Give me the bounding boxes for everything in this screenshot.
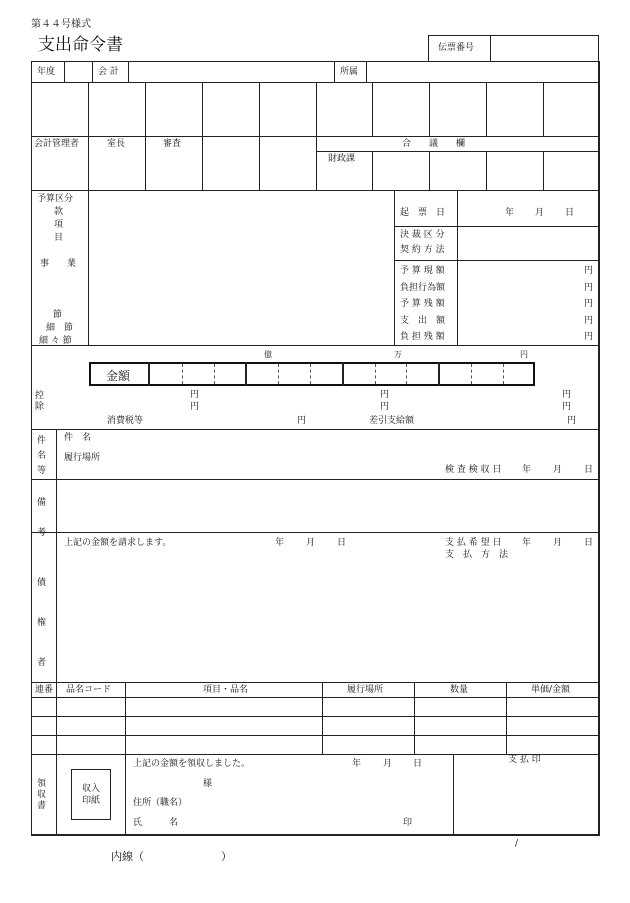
fiscal-year-label: 年度 bbox=[37, 67, 56, 77]
receipt-month-label: 月 bbox=[383, 759, 393, 769]
expenditure-label: 支 出 額 bbox=[400, 316, 446, 326]
yen-label: 円 bbox=[380, 402, 390, 412]
en-label: 円 bbox=[520, 350, 528, 359]
inspection-year-label: 年 bbox=[522, 465, 532, 475]
yen-label: 円 bbox=[567, 416, 577, 426]
budget-current-label: 予 算 現 額 bbox=[400, 266, 445, 276]
payment-seal-field[interactable] bbox=[455, 770, 598, 833]
remarks-label: 備考 bbox=[37, 498, 47, 538]
deduction-label: 控除 bbox=[35, 391, 45, 412]
yen-label: 円 bbox=[584, 266, 594, 276]
desired-year-label: 年 bbox=[522, 538, 532, 548]
receipt-day-label: 日 bbox=[413, 759, 423, 769]
name-label: 氏 名 bbox=[133, 818, 179, 828]
budget-details-field[interactable] bbox=[90, 192, 392, 343]
form-number: 第４４号様式 bbox=[31, 19, 91, 30]
moku-label: 目 bbox=[54, 233, 64, 243]
voucher-number-field[interactable] bbox=[492, 37, 597, 59]
payment-seal-label: 支 払 印 bbox=[508, 755, 541, 765]
budget-class-label: 予算区分 bbox=[37, 194, 74, 204]
yen-label: 円 bbox=[584, 316, 594, 326]
claim-day-label: 日 bbox=[337, 538, 347, 548]
col-header-item-name: 項目・品名 bbox=[203, 685, 249, 695]
council-column-label: 合 議 欄 bbox=[402, 139, 466, 149]
issue-month-label: 月 bbox=[535, 208, 545, 218]
contract-method-label: 契 約 方 法 bbox=[400, 245, 445, 255]
footer-slash: / bbox=[515, 839, 519, 849]
col-header-place: 履行場所 bbox=[347, 685, 384, 695]
yen-label: 円 bbox=[584, 283, 594, 293]
saisaisetsu-label: 細 々 節 bbox=[39, 336, 72, 346]
department-label: 所属 bbox=[340, 67, 359, 77]
issue-day-label: 日 bbox=[565, 208, 575, 218]
saisetsu-label: 細 節 bbox=[46, 323, 74, 333]
claim-year-label: 年 bbox=[275, 538, 285, 548]
subject-name-label: 件 名 bbox=[64, 433, 92, 443]
budget-remaining-label: 予 算 残 額 bbox=[400, 299, 445, 309]
col-header-quantity: 数量 bbox=[450, 685, 469, 695]
decision-class-label: 決 裁 区 分 bbox=[400, 230, 445, 240]
extension-label: 内線（ ） bbox=[111, 850, 232, 863]
yen-label: 円 bbox=[584, 332, 594, 342]
subject-side-label: 件名等 bbox=[37, 436, 47, 476]
received-text: 上記の金額を領収しました。 bbox=[133, 759, 251, 769]
department-field[interactable] bbox=[368, 63, 598, 81]
yen-label: 円 bbox=[562, 402, 572, 412]
seal-label: 印 bbox=[403, 818, 413, 828]
table-row[interactable] bbox=[32, 736, 599, 754]
sama-label: 様 bbox=[203, 779, 213, 789]
col-header-serial: 連番 bbox=[35, 685, 54, 695]
col-header-item-code: 品名コード bbox=[66, 685, 112, 695]
yen-label: 円 bbox=[190, 402, 200, 412]
inspection-month-label: 月 bbox=[553, 465, 563, 475]
account-label: 会 計 bbox=[98, 67, 119, 77]
director-label: 室長 bbox=[107, 139, 126, 149]
revenue-stamp-label: 収入印紙 bbox=[81, 784, 100, 806]
burden-act-label: 負担行為額 bbox=[400, 283, 446, 293]
creditor-field[interactable] bbox=[62, 560, 592, 678]
setsu-label: 節 bbox=[53, 310, 63, 320]
yen-label: 円 bbox=[380, 390, 390, 400]
remarks-field[interactable] bbox=[58, 481, 598, 531]
receipt-label: 領収書 bbox=[37, 779, 47, 811]
man-label: 万 bbox=[394, 350, 402, 359]
col-header-price: 単価/金額 bbox=[531, 685, 571, 695]
inspection-day-label: 日 bbox=[584, 465, 594, 475]
voucher-number-label: 伝票番号 bbox=[438, 43, 475, 53]
review-label: 審査 bbox=[163, 139, 182, 149]
yen-label: 円 bbox=[190, 390, 200, 400]
amount-label: 金額 bbox=[106, 369, 131, 383]
table-row[interactable] bbox=[32, 698, 599, 716]
account-field[interactable] bbox=[130, 63, 332, 81]
receipt-year-label: 年 bbox=[352, 759, 362, 769]
payment-method-label: 支 払 方 法 bbox=[445, 550, 509, 560]
inspection-date-label: 検 査 検 収 日 bbox=[445, 465, 502, 475]
finance-section-label: 財政課 bbox=[328, 154, 356, 164]
consumption-tax-label: 消費税等 bbox=[107, 416, 144, 426]
table-row[interactable] bbox=[32, 717, 599, 735]
issue-date-label: 起 票 日 bbox=[400, 208, 446, 218]
address-label: 住所（職名） bbox=[133, 798, 188, 808]
yen-label: 円 bbox=[584, 299, 594, 309]
claim-text: 上記の金額を請求します。 bbox=[64, 538, 172, 548]
burden-remaining-label: 負 担 残 額 bbox=[400, 332, 445, 342]
subject-place-label: 履行場所 bbox=[64, 453, 101, 463]
oku-label: 億 bbox=[264, 350, 272, 359]
kan-label: 款 bbox=[54, 207, 64, 217]
issue-year-label: 年 bbox=[505, 208, 515, 218]
desired-day-label: 日 bbox=[584, 538, 594, 548]
subject-name-field[interactable] bbox=[100, 432, 590, 448]
net-payment-label: 差引支給額 bbox=[369, 416, 415, 426]
yen-label: 円 bbox=[562, 390, 572, 400]
yen-label: 円 bbox=[297, 416, 307, 426]
page-title: 支出命令書 bbox=[38, 35, 123, 55]
project-label: 事 業 bbox=[40, 259, 77, 269]
kou-label: 項 bbox=[54, 220, 64, 230]
desired-date-label: 支 払 希 望 日 bbox=[445, 538, 502, 548]
creditor-label: 債権者 bbox=[37, 578, 47, 668]
fiscal-year-field[interactable] bbox=[65, 63, 91, 81]
accounting-manager-label: 会計管理者 bbox=[34, 139, 80, 149]
desired-month-label: 月 bbox=[553, 538, 563, 548]
claim-month-label: 月 bbox=[306, 538, 316, 548]
amount-box[interactable] bbox=[89, 362, 535, 386]
